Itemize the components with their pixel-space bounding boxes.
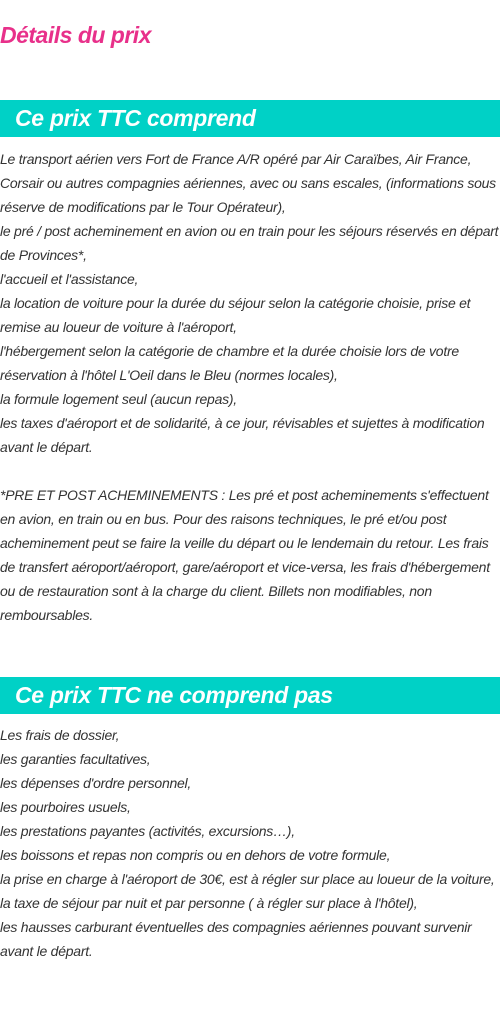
- includes-item: les taxes d'aéroport et de solidarité, à ce jour, révisables et sujettes à modification avant le départ.: [0, 415, 485, 455]
- page-title: Détails du prix: [0, 22, 151, 48]
- excludes-item: les boissons et repas non compris ou en dehors de votre formule,: [0, 847, 391, 863]
- includes-item: Le transport aérien vers Fort de France A/R opéré par Air Caraïbes, Air France, Corsair ou autres compagnies aériennes, avec ou sans escales, (informations sous réserve de modifications par le Tour Opérateur),: [0, 151, 496, 215]
- includes-item: la formule logement seul (aucun repas),: [0, 391, 237, 407]
- includes-item: l'accueil et l'assistance,: [0, 271, 139, 287]
- excludes-item: les hausses carburant éventuelles des compagnies aériennes pouvant survenir avant le départ.: [0, 919, 472, 959]
- excludes-heading: Ce prix TTC ne comprend pas: [0, 677, 500, 714]
- excludes-list: [0, 723, 500, 963]
- excludes-item: les garanties facultatives,: [0, 751, 151, 767]
- includes-list: [0, 147, 500, 459]
- acheminements-note-text: *PRE ET POST ACHEMINEMENTS : Les pré et post acheminements s'effectuent en avion, en train ou en bus. Pour des raisons techniques, le pré et/ou post acheminement peut se faire la veille du départ ou le lendemain du retour. Les frais de transfert aéroport/aéroport, gare/aéroport et vice-versa, les frais d'hébergement ou de restauration sont à la charge du client. Billets non modifiables, non remboursables.: [0, 487, 490, 623]
- includes-heading: Ce prix TTC comprend: [0, 100, 500, 137]
- includes-item: la location de voiture pour la durée du séjour selon la catégorie choisie, prise et remise au loueur de voiture à l'aéroport,: [0, 295, 471, 335]
- excludes-item: Les frais de dossier,: [0, 727, 120, 743]
- includes-item: l'hébergement selon la catégorie de chambre et la durée choisie lors de votre réservation à l'hôtel L'Oeil dans le Bleu (normes locales),: [0, 343, 459, 383]
- excludes-item: les pourboires usuels,: [0, 799, 131, 815]
- excludes-item: la prise en charge à l'aéroport de 30€, est à régler sur place au loueur de la voiture,: [0, 871, 495, 887]
- excludes-item: les dépenses d'ordre personnel,: [0, 775, 192, 791]
- acheminements-note: [0, 483, 500, 627]
- excludes-item: la taxe de séjour par nuit et par personne ( à régler sur place à l'hôtel),: [0, 895, 418, 911]
- includes-item: le pré / post acheminement en avion ou en train pour les séjours réservés en départ de Provinces*,: [0, 223, 499, 263]
- excludes-item: les prestations payantes (activités, excursions…),: [0, 823, 295, 839]
